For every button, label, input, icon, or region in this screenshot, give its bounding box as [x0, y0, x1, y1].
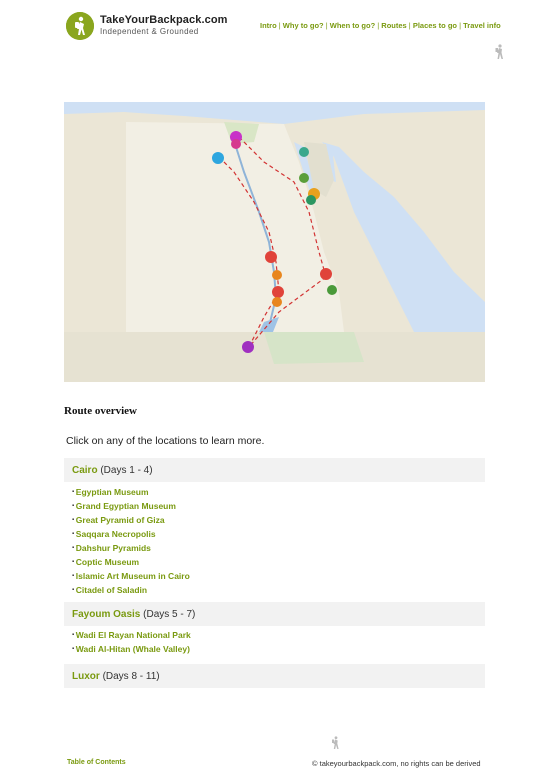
nav-when-to-go[interactable]: When to go?: [329, 21, 376, 30]
hiker-icon: [330, 736, 342, 750]
fayoum-places-list: [72, 628, 191, 656]
section-header-cairo[interactable]: [64, 458, 485, 482]
list-item[interactable]: ▪ Islamic Art Museum in Cairo: [72, 569, 190, 583]
section-city-link[interactable]: Cairo: [72, 465, 98, 476]
list-item[interactable]: ▪ Saqqara Necropolis: [72, 527, 190, 541]
section-city-link[interactable]: Luxor: [72, 671, 100, 682]
list-item[interactable]: ▪ Wadi Al-Hitan (Whale Valley): [72, 642, 191, 656]
list-item[interactable]: ▪ Wadi El Rayan National Park: [72, 628, 191, 642]
route-intro-text: Click on any of the locations to learn more.: [66, 435, 265, 447]
route-map[interactable]: [64, 102, 485, 382]
nav-routes[interactable]: Routes: [381, 21, 407, 30]
nav-intro[interactable]: Intro: [260, 21, 277, 30]
table-of-contents-link[interactable]: Table of Contents: [67, 759, 126, 766]
brand-tagline: Independent & Grounded: [100, 27, 199, 36]
list-item[interactable]: ▪ Coptic Museum: [72, 555, 190, 569]
page-header: [0, 0, 550, 48]
list-item[interactable]: ▪ Dahshur Pyramids: [72, 541, 190, 555]
section-city-link[interactable]: Fayoum Oasis: [72, 609, 141, 620]
nav-places-to-go[interactable]: Places to go: [412, 21, 458, 30]
cairo-places-list: [72, 485, 190, 597]
nav-why-to-go[interactable]: Why to go?: [282, 21, 324, 30]
top-navigation: Intro | Why to go? | When to go? | Routes | Places to go | Travel info: [260, 21, 501, 30]
list-item[interactable]: ▪ Citadel of Saladin: [72, 583, 190, 597]
hiker-icon: [493, 44, 507, 60]
section-days: (Days 1 - 4): [100, 465, 153, 476]
copyright-text: © takeyourbackpack.com, no rights can be derived: [312, 759, 481, 768]
section-header-fayoum[interactable]: [64, 602, 485, 626]
section-header-luxor[interactable]: [64, 664, 485, 688]
nav-travel-info[interactable]: Travel info: [463, 21, 501, 30]
list-item[interactable]: ▪ Great Pyramid of Giza: [72, 513, 190, 527]
brand-name[interactable]: TakeYourBackpack.com: [100, 14, 228, 26]
section-days: (Days 8 - 11): [102, 671, 160, 682]
logo-icon[interactable]: [66, 12, 94, 40]
route-overview-heading: Route overview: [64, 405, 138, 417]
list-item[interactable]: ▪ Grand Egyptian Museum: [72, 499, 190, 513]
list-item[interactable]: ▪ Egyptian Museum: [72, 485, 190, 499]
section-days: (Days 5 - 7): [143, 609, 196, 620]
